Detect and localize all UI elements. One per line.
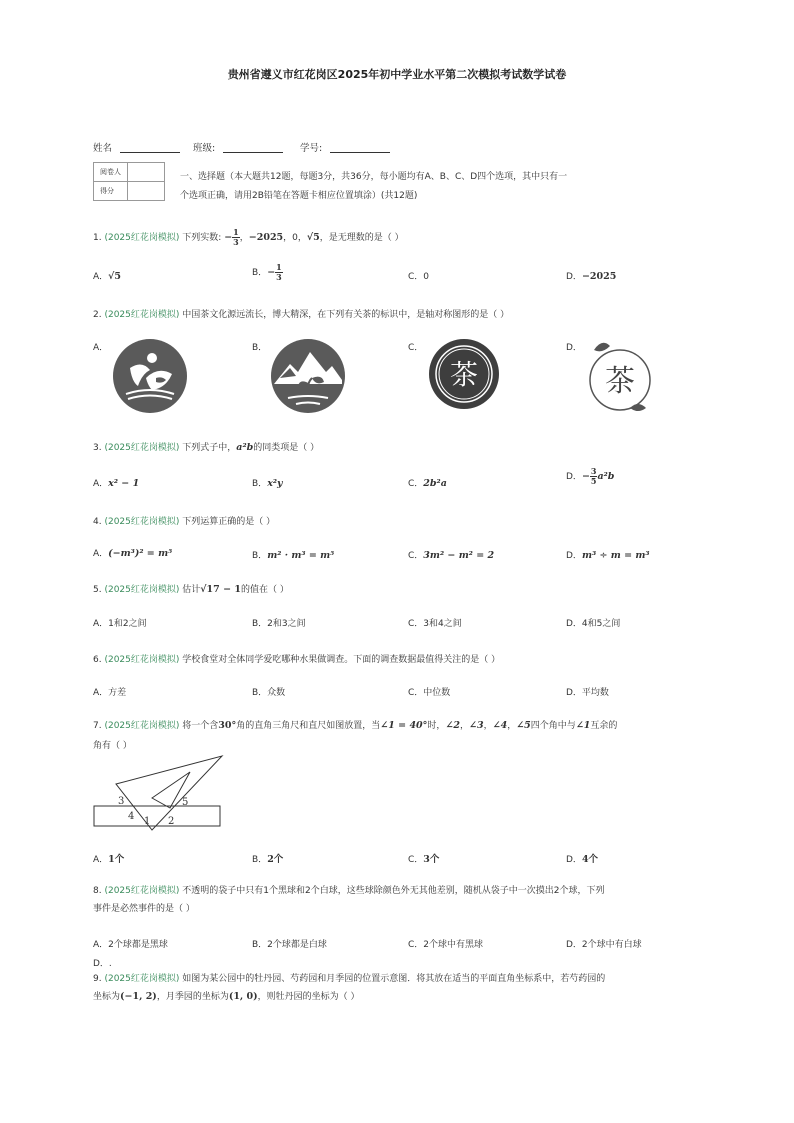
source-tag: (2025红花岗模拟) bbox=[104, 443, 180, 453]
q6-option-a[interactable]: A．方差 bbox=[93, 688, 127, 698]
math-neg: − bbox=[224, 232, 233, 243]
q3-option-b[interactable]: B．x²y bbox=[252, 478, 283, 489]
math-expression: √17 − 1 bbox=[200, 584, 241, 595]
name-field bbox=[93, 140, 180, 154]
class-blank bbox=[223, 142, 283, 153]
q4-option-b[interactable]: B．m² · m³ = m⁵ bbox=[252, 550, 335, 561]
q6-option-d[interactable]: D．平均数 bbox=[566, 688, 609, 698]
q4-option-d[interactable]: D．m³ ÷ m = m³ bbox=[566, 550, 650, 561]
score-table bbox=[93, 162, 165, 201]
source-tag: (2025红花岗模拟) bbox=[104, 585, 180, 595]
fig-label-5: 5 bbox=[182, 797, 189, 808]
q1-option-a[interactable]: A．√5 bbox=[93, 271, 122, 282]
fig-label-1: 1 bbox=[144, 816, 151, 827]
question-6: 6. (2025红花岗模拟) 学校食堂对全体同学爱吃哪种水果做调查。下面的调查数据最值得关注的是（ ） bbox=[93, 655, 501, 665]
q2-option-b[interactable]: B． bbox=[252, 343, 268, 353]
q4-option-a[interactable]: A．(−m³)² = m⁵ bbox=[93, 548, 173, 559]
q7-option-d[interactable]: D．4个 bbox=[566, 854, 599, 865]
id-blank bbox=[330, 142, 390, 153]
source-tag: (2025红花岗模拟) bbox=[104, 886, 180, 896]
math-sqrt: √5 bbox=[306, 232, 320, 243]
question-text: 下列运算正确的是（ ） bbox=[182, 517, 276, 527]
tea-char: 茶 bbox=[449, 358, 479, 391]
question-4: 4. (2025红花岗模拟) 下列运算正确的是（ ） bbox=[93, 517, 276, 527]
q7-option-b[interactable]: B．2个 bbox=[252, 854, 284, 865]
q3-option-d[interactable]: D．− $\frac{3}{5}$ a²b bbox=[566, 466, 615, 486]
q8-option-c[interactable]: C．2个球中有黑球 bbox=[408, 940, 484, 950]
page-title: 贵州省遵义市红花岗区2025年初中学业水平第二次模拟考试数学试卷 bbox=[227, 68, 567, 81]
class-label: 班级: bbox=[193, 143, 216, 154]
question-number: 1. bbox=[93, 233, 102, 243]
q7-option-a[interactable]: A．1个 bbox=[93, 854, 125, 865]
id-label: 学号: bbox=[300, 143, 323, 154]
class-field bbox=[193, 140, 283, 154]
q8-option-a[interactable]: A．2个球都是黑球 bbox=[93, 940, 168, 950]
q3-option-c[interactable]: C．2b²a bbox=[408, 478, 447, 489]
q8-option-d[interactable]: D．2个球中有白球 bbox=[566, 940, 642, 950]
q3-option-a[interactable]: A．x² − 1 bbox=[93, 478, 140, 489]
question-text: 下列实数: bbox=[182, 233, 222, 243]
q5-option-d[interactable]: D．4和5之间 bbox=[566, 619, 621, 629]
fig-label-4: 4 bbox=[128, 811, 135, 822]
question-5: 5. (2025红花岗模拟) 估计√17 − 1的值在（ ） bbox=[93, 584, 289, 595]
source-tag: (2025红花岗模拟) bbox=[104, 310, 180, 320]
question-1: 1. (2025红花岗模拟) 下列实数: − $\frac{1}{3}$ ，−2025，0，√5，是无理数的是（ ） bbox=[93, 227, 404, 247]
q2-option-a[interactable]: A． bbox=[93, 343, 109, 353]
q5-option-b[interactable]: B．2和3之间 bbox=[252, 619, 306, 629]
source-tag: (2025红花岗模拟) bbox=[104, 974, 180, 984]
q6-option-b[interactable]: B．众数 bbox=[252, 688, 286, 698]
question-9: 9. (2025红花岗模拟) 如图为某公园中的牡丹园、芍药园和月季园的位置示意图．将其放在适当的平面直角坐标系中，若芍药园的 坐标为(−1, 2)，月季园的坐标为(1, 0)，则牡丹园的坐标为（ ） bbox=[93, 974, 606, 1002]
q5-option-c[interactable]: C．3和4之间 bbox=[408, 619, 462, 629]
source-tag: (2025红花岗模拟) bbox=[104, 233, 180, 243]
q1-option-b[interactable]: B．− $\frac{1}{3}$ bbox=[252, 262, 282, 282]
q6-option-c[interactable]: C．中位数 bbox=[408, 688, 451, 698]
tea-logo-a-icon bbox=[112, 338, 188, 414]
id-field bbox=[300, 140, 390, 154]
q4-option-c[interactable]: C．3m² − m² = 2 bbox=[408, 550, 495, 561]
question-3: 3. (2025红花岗模拟) 下列式子中，a²b的同类项是（ ） bbox=[93, 442, 320, 453]
tea-char: 茶 bbox=[605, 364, 635, 399]
name-label: 姓名 bbox=[93, 143, 113, 154]
name-blank bbox=[120, 142, 180, 153]
fig-label-3: 3 bbox=[118, 796, 125, 807]
question-7: 7. (2025红花岗模拟) 将一个含30°角的直角三角尺和直尺如图放置，当∠1 = 40°时，∠2，∠3，∠4，∠5四个角中与∠1互余的 bbox=[93, 720, 618, 731]
question-7-line2: 角有（ ） bbox=[93, 741, 132, 751]
tea-logo-c-icon bbox=[428, 338, 500, 410]
question-8: 8. (2025红花岗模拟) 不透明的袋子中只有1个黑球和2个白球，这些球除颜色外无其他差别，随机从袋子中一次摸出2个球，下列 事件是必然事件的是（ ） bbox=[93, 886, 605, 914]
score-table-score: 得分 bbox=[94, 182, 128, 201]
question-2: 2. (2025红花岗模拟) 中国茶文化源远流长，博大精深，在下列有关茶的标识中，是轴对称图形的是（ ） bbox=[93, 310, 510, 320]
section-line-2: 个选项正确，请用2B铅笔在答题卡相应位置填涂）(共12题) bbox=[180, 191, 418, 201]
fig-label-2: 2 bbox=[168, 816, 175, 827]
q2-option-c[interactable]: C． bbox=[408, 343, 424, 353]
score-table-grader: 阅卷人 bbox=[94, 163, 128, 182]
q8-option-b[interactable]: B．2个球都是白球 bbox=[252, 940, 327, 950]
question-text: 中国茶文化源远流长，博大精深，在下列有关茶的标识中，是轴对称图形的是（ ） bbox=[182, 310, 510, 320]
q2-option-d[interactable]: D． bbox=[566, 343, 582, 353]
q7-figure bbox=[90, 752, 230, 832]
section-heading bbox=[180, 168, 640, 206]
q7-option-c[interactable]: C．3个 bbox=[408, 854, 440, 865]
tea-logo-b-icon bbox=[270, 338, 346, 414]
source-tag: (2025红花岗模拟) bbox=[104, 721, 180, 731]
q1-option-c[interactable]: C．0 bbox=[408, 272, 430, 282]
source-tag: (2025红花岗模拟) bbox=[104, 655, 180, 665]
math-fraction: $\frac{1}{3}$ bbox=[233, 227, 239, 247]
q8-extra: D．. bbox=[93, 959, 112, 969]
source-tag: (2025红花岗模拟) bbox=[104, 517, 180, 527]
question-text: 学校食堂对全体同学爱吃哪种水果做调查。下面的调查数据最值得关注的是（ ） bbox=[182, 655, 501, 665]
q1-option-d[interactable]: D．−2025 bbox=[566, 271, 617, 282]
q5-option-a[interactable]: A．1和2之间 bbox=[93, 619, 147, 629]
math-expression: a²b bbox=[236, 442, 254, 453]
section-line-1: 一、选择题（本大题共12题，每题3分，共36分，每小题均有A、B、C、D四个选项，其中只有一 bbox=[180, 172, 568, 182]
tea-logo-d-icon bbox=[584, 336, 660, 416]
math-value: −2025 bbox=[248, 232, 284, 243]
